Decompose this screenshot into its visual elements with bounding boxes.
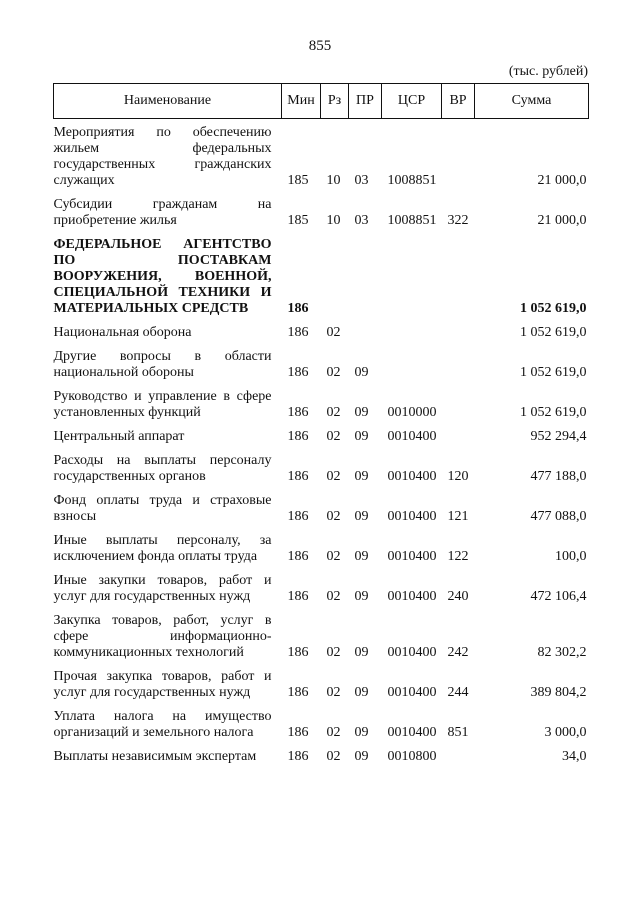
table-row [54, 423, 589, 447]
row-vr: 244 [447, 685, 469, 700]
row-sum: 477 188,0 [530, 469, 587, 484]
row-sum: 1 052 619,0 [520, 325, 587, 340]
row-sum: 389 804,2 [530, 685, 587, 700]
row-pr: 09 [354, 405, 369, 420]
row-csr: 0010400 [387, 685, 437, 700]
row-rz: 02 [326, 509, 341, 524]
row-pr: 03 [354, 213, 369, 228]
row-pr: 03 [354, 173, 369, 188]
row-name: Иные выплаты персоналу, за исключением фонда оплаты труда [53, 533, 272, 564]
row-pr: 09 [354, 429, 369, 444]
row-vr: 240 [447, 589, 469, 604]
row-sum: 21 000,0 [537, 213, 587, 228]
row-vr [442, 343, 475, 383]
row-name: Прочая закупка товаров, работ и услуг для государственных нужд [53, 669, 272, 700]
budget-table [53, 83, 589, 767]
row-name: Расходы на выплаты персоналу государственных органов [53, 453, 272, 484]
row-min: 186 [287, 589, 309, 604]
table-row [54, 119, 589, 192]
row-name: Субсидии гражданам на приобретение жилья [53, 197, 272, 228]
row-sum: 21 000,0 [537, 173, 587, 188]
row-name: Фонд оплаты труда и страховые взносы [53, 493, 272, 524]
row-vr [442, 383, 475, 423]
row-rz: 02 [326, 405, 341, 420]
row-vr: 120 [447, 469, 469, 484]
row-pr [349, 319, 382, 343]
row-csr [382, 231, 442, 319]
row-csr: 0010400 [387, 645, 437, 660]
row-csr: 1008851 [387, 213, 437, 228]
row-rz: 02 [326, 325, 341, 340]
header-sum: Сумма [475, 84, 589, 119]
row-pr: 09 [354, 549, 369, 564]
row-sum: 82 302,2 [537, 645, 587, 660]
header-csr: ЦСР [382, 84, 442, 119]
row-pr: 09 [354, 749, 369, 764]
row-min: 186 [287, 469, 309, 484]
row-min: 186 [287, 749, 309, 764]
row-sum: 34,0 [562, 749, 587, 764]
table-row [54, 447, 589, 487]
row-sum: 1 052 619,0 [520, 301, 587, 316]
table-row [54, 319, 589, 343]
row-min: 186 [287, 365, 309, 380]
row-vr: 122 [447, 549, 469, 564]
row-rz: 02 [326, 469, 341, 484]
row-min: 186 [287, 301, 309, 316]
page-number: 855 [308, 38, 332, 54]
row-name: ФЕДЕРАЛЬНОЕ АГЕНТСТВО ПО ПОСТАВКАМ ВООРУЖЕНИЯ, ВОЕННОЙ, СПЕЦИАЛЬНОЙ ТЕХНИКИ И МАТЕРИАЛЬНЫХ СРЕДСТВ [53, 237, 272, 316]
row-csr: 0010400 [387, 549, 437, 564]
row-vr [442, 743, 475, 767]
table-header [54, 84, 589, 119]
row-name: Выплаты независимым экспертам [53, 749, 257, 764]
table-row [54, 383, 589, 423]
row-rz: 02 [326, 749, 341, 764]
row-csr: 0010000 [387, 405, 437, 420]
row-csr: 0010400 [387, 589, 437, 604]
row-min: 186 [287, 725, 309, 740]
row-csr: 0010400 [387, 509, 437, 524]
row-rz: 02 [326, 645, 341, 660]
row-rz: 02 [326, 725, 341, 740]
row-rz: 02 [326, 589, 341, 604]
row-rz: 02 [326, 685, 341, 700]
row-name: Другие вопросы в области национальной обороны [53, 349, 272, 380]
row-name: Центральный аппарат [53, 429, 185, 444]
row-min: 186 [287, 549, 309, 564]
row-vr [442, 319, 475, 343]
header-vr: ВР [442, 84, 475, 119]
row-csr [382, 319, 442, 343]
table-row [54, 567, 589, 607]
row-name: Иные закупки товаров, работ и услуг для государственных нужд [53, 573, 272, 604]
units-label: (тыс. рублей) [508, 64, 588, 79]
row-vr [442, 119, 475, 192]
row-min: 186 [287, 325, 309, 340]
row-sum: 952 294,4 [530, 429, 587, 444]
row-pr: 09 [354, 365, 369, 380]
row-csr: 0010800 [387, 749, 437, 764]
row-vr: 242 [447, 645, 469, 660]
table-row [54, 703, 589, 743]
row-name: Национальная оборона [53, 325, 192, 340]
row-min: 186 [287, 685, 309, 700]
row-min: 185 [287, 173, 309, 188]
row-vr [442, 231, 475, 319]
header-name: Наименование [54, 84, 282, 119]
row-rz: 10 [326, 213, 341, 228]
row-name: Закупка товаров, работ, услуг в сфере информационно-коммуникационных технологий [53, 613, 272, 660]
row-csr: 1008851 [387, 173, 437, 188]
row-name: Руководство и управление в сфере установленных функций [53, 389, 272, 420]
row-vr: 121 [447, 509, 469, 524]
table-row-agency [54, 231, 589, 319]
header-pr: ПР [349, 84, 382, 119]
row-rz: 02 [326, 365, 341, 380]
row-min: 185 [287, 213, 309, 228]
row-rz: 10 [326, 173, 341, 188]
row-min: 186 [287, 509, 309, 524]
row-name: Уплата налога на имущество организаций и земельного налога [53, 709, 272, 740]
row-min: 186 [287, 429, 309, 444]
table-row [54, 743, 589, 767]
table-row [54, 663, 589, 703]
row-sum: 1 052 619,0 [520, 365, 587, 380]
row-sum: 477 088,0 [530, 509, 587, 524]
row-rz: 02 [326, 429, 341, 444]
row-sum: 1 052 619,0 [520, 405, 587, 420]
row-pr [349, 231, 382, 319]
row-sum: 472 106,4 [530, 589, 587, 604]
row-pr: 09 [354, 469, 369, 484]
row-pr: 09 [354, 645, 369, 660]
header-rz: Рз [321, 84, 349, 119]
header-min: Мин [282, 84, 321, 119]
row-name: Мероприятия по обеспечению жильем федеральных государственных гражданских служащих [53, 125, 272, 188]
row-pr: 09 [354, 685, 369, 700]
row-csr: 0010400 [387, 725, 437, 740]
row-vr [442, 423, 475, 447]
row-csr [382, 343, 442, 383]
row-min: 186 [287, 645, 309, 660]
row-csr: 0010400 [387, 429, 437, 444]
row-pr: 09 [354, 725, 369, 740]
row-rz: 02 [326, 549, 341, 564]
table-row [54, 191, 589, 231]
row-pr: 09 [354, 509, 369, 524]
row-vr: 322 [447, 213, 469, 228]
table-row [54, 487, 589, 527]
row-min: 186 [287, 405, 309, 420]
row-vr: 851 [447, 725, 469, 740]
row-csr: 0010400 [387, 469, 437, 484]
table-row [54, 527, 589, 567]
table-row [54, 343, 589, 383]
row-pr: 09 [354, 589, 369, 604]
row-rz [321, 231, 349, 319]
row-sum: 100,0 [555, 549, 587, 564]
table-row [54, 607, 589, 663]
row-sum: 3 000,0 [544, 725, 587, 740]
